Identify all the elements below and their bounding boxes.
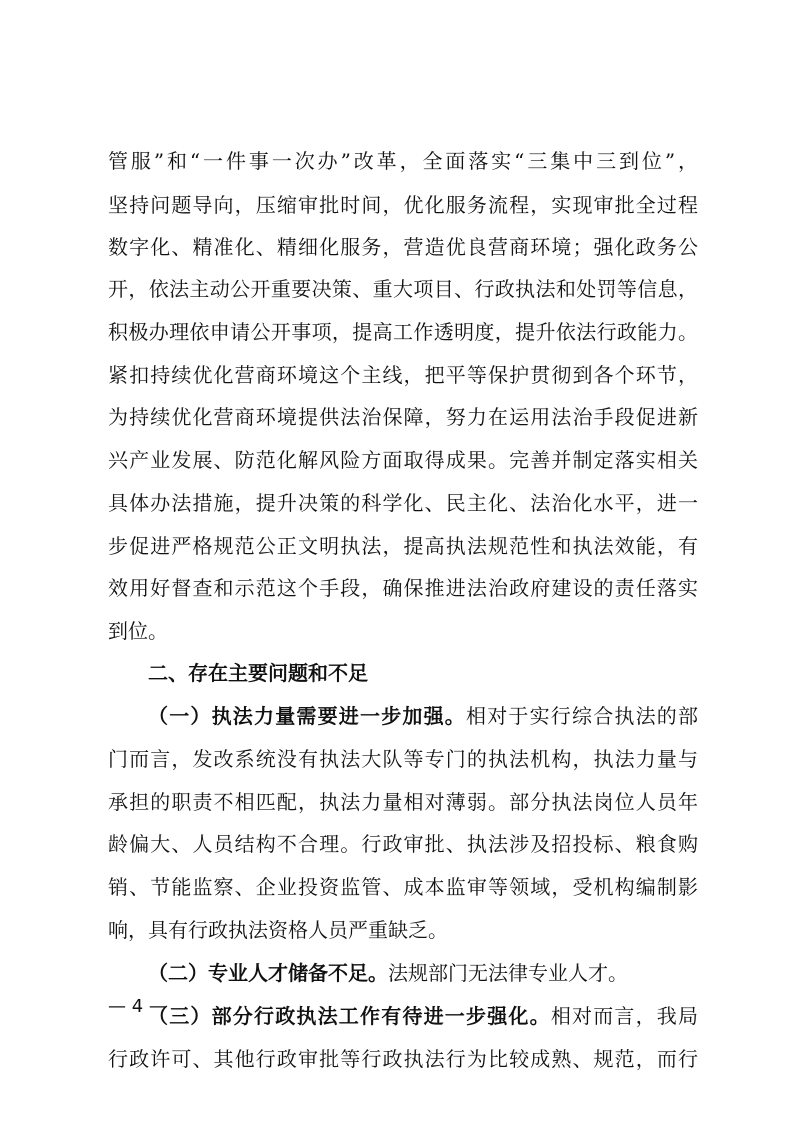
issue-1-title: （一）执法力量需要进一步加强。 <box>148 704 466 728</box>
paragraph-line: 行政许可、其他行政审批等行政执法行为比较成熟、规范，而行 <box>108 1047 698 1071</box>
issue-3-first-line <box>148 997 698 1035</box>
paragraph-line: 龄偏大、人员结构不合理。行政审批、执法涉及招投标、粮食购 <box>108 832 698 856</box>
paragraph-line: 到位。 <box>108 619 168 643</box>
paragraph-line: 效用好督查和示范这个手段，确保推进法治政府建设的责任落实 <box>108 576 698 600</box>
paragraph-line: 兴产业发展、防范化解风险方面取得成果。完善并制定落实相关 <box>108 448 698 472</box>
paragraph-line: 为持续优化营商环境提供法治保障，努力在运用法治手段促进新 <box>108 405 698 429</box>
issue-2-text: 法规部门无法律专业人才。 <box>388 961 628 985</box>
page-number: — 4 — <box>108 996 167 1017</box>
paragraph-line: 步促进严格规范公正文明执法，提高执法规范性和执法效能，有 <box>108 534 698 558</box>
issue-1-first-line <box>148 697 698 735</box>
paragraph-line: 具体办法措施，提升决策的科学化、民主化、法治化水平，进一 <box>108 491 698 515</box>
paragraph-line: 数字化、精准化、精细化服务，营造优良营商环境；强化政务公 <box>108 235 698 259</box>
paragraph-line: 承担的职责不相匹配，执法力量相对薄弱。部分执法岗位人员年 <box>108 790 698 814</box>
issue-2-title: （二）专业人才储备不足。 <box>148 961 388 985</box>
paragraph-line: 响，具有行政执法资格人员严重缺乏。 <box>108 918 448 942</box>
paragraph-line: 积极办理依申请公开事项，提高工作透明度，提升依法行政能力。 <box>108 320 698 344</box>
issue-2-line <box>148 954 698 992</box>
issue-3-title: （三）部分行政执法工作有待进一步强化。 <box>148 1004 551 1028</box>
issue-3-first-text: 相对而言，我局 <box>550 1004 698 1028</box>
paragraph-line: 紧扣持续优化营商环境这个主线，把平等保护贯彻到各个环节， <box>108 363 698 387</box>
paragraph-line: 坚持问题导向，压缩审批时间，优化服务流程，实现审批全过程 <box>108 193 698 217</box>
paragraph-line: 管服”和“一件事一次办”改革，全面落实“三集中三到位”， <box>108 149 698 173</box>
section-heading: 二、存在主要问题和不足 <box>148 661 368 685</box>
paragraph-line: 门而言，发改系统没有执法大队等专门的执法机构，执法力量与 <box>108 747 698 771</box>
paragraph-line: 销、节能监察、企业投资监管、成本监审等领域，受机构编制影 <box>108 875 698 899</box>
issue-1-first-text: 相对于实行综合执法的部 <box>466 704 698 728</box>
paragraph-line: 开，依法主动公开重要决策、重大项目、行政执法和处罚等信息， <box>108 277 698 301</box>
